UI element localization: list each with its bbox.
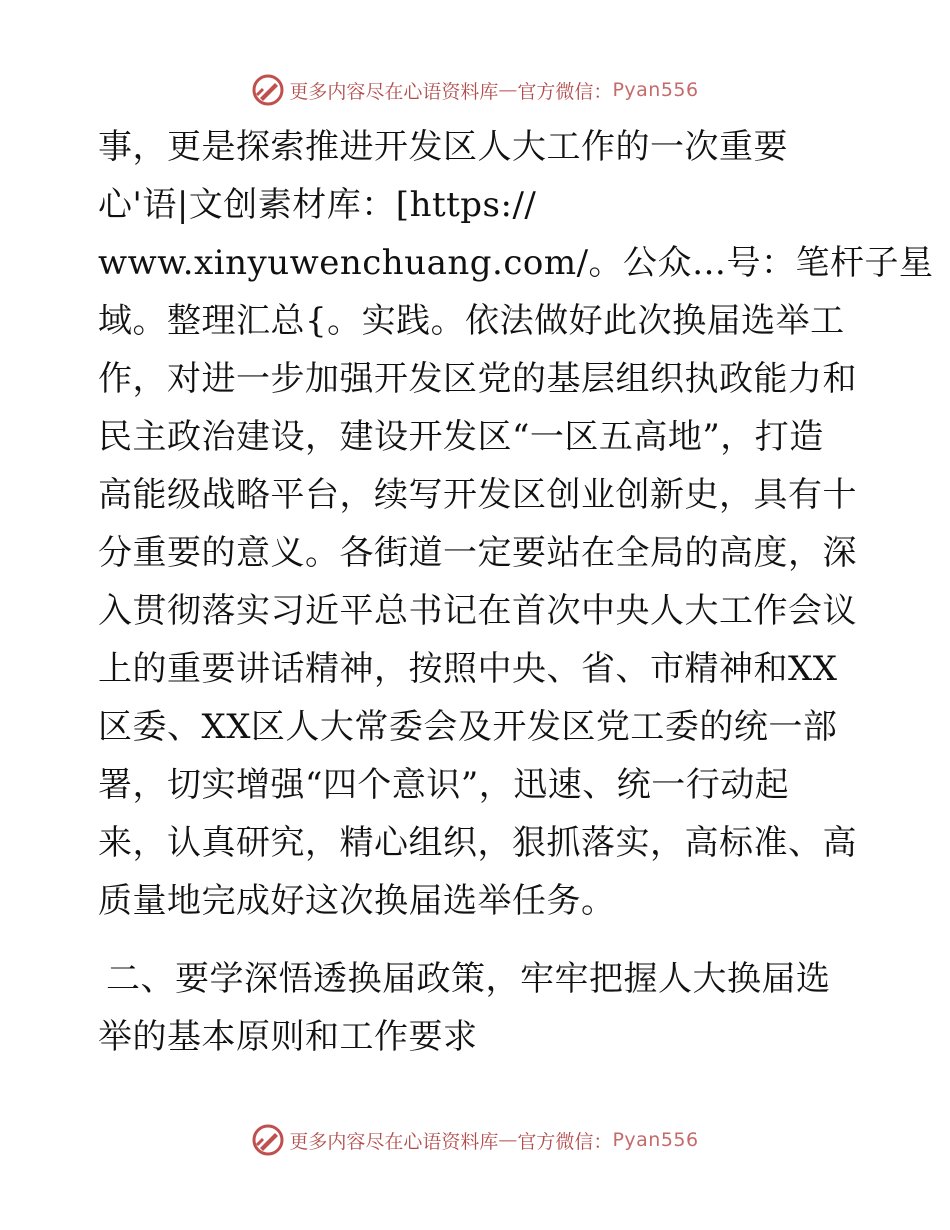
wechat-id: Pyan556 [612,79,699,101]
paragraph [98,118,934,930]
text-line: 域。整理汇总{。实践。依法做好此次换届选举工 [98,301,845,341]
wechat-id: Pyan556 [612,1129,699,1151]
text-line: 高能级战略平台，续写开发区创业创新史，具有十 [98,475,857,515]
text-line: 区委、XX区人大常委会及开发区党工委的统一部 [98,707,838,747]
text-line: 质量地完成好这次换届选举任务。 [98,881,616,921]
watermark-banner-top [0,70,950,110]
text-line: 入贯彻落实习近平总书记在首次中央人大工作会议 [98,591,857,631]
text-line: www.xinyuwenchuang.com/。公众…号：笔杆子星 [98,243,934,283]
quill-logo-icon [251,1123,285,1157]
wechat-label: 官方微信： [517,1130,613,1153]
text-line: 署，切实增强“四个意识”，迅速、统一行动起 [98,765,790,805]
text-line: 分重要的意义。各街道一定要站在全局的高度，深 [98,533,857,573]
separator: — [498,79,518,101]
promo-text: 更多内容尽在心语资料库 [289,1130,499,1153]
text-line: 来，认真研究，精心组织，狠抓落实，高标准、高 [98,823,857,863]
quill-logo-icon [251,73,285,107]
text-line: 民主政治建设，建设开发区“一区五高地”，打造 [98,417,824,457]
text-line: 事，更是探索推进开发区人大工作的一次重要 [98,127,788,167]
heading-line: 二、要学深悟透换届政策，牢牢把握人大换届选 [106,959,831,999]
text-line: 上的重要讲话精神，按照中央、省、市精神和XX [98,649,838,689]
document-body [98,118,934,1066]
text-line: 心'语|文创素材库：[https:// [98,185,537,225]
wechat-label: 官方微信： [517,80,613,103]
watermark-banner-bottom [0,1120,950,1160]
text-line: 作，对进一步加强开发区党的基层组织执政能力和 [98,359,857,399]
heading-line: 举的基本原则和工作要求 [98,1017,478,1057]
section-heading [98,950,868,1066]
separator: — [498,1129,518,1151]
promo-text: 更多内容尽在心语资料库 [289,80,499,103]
